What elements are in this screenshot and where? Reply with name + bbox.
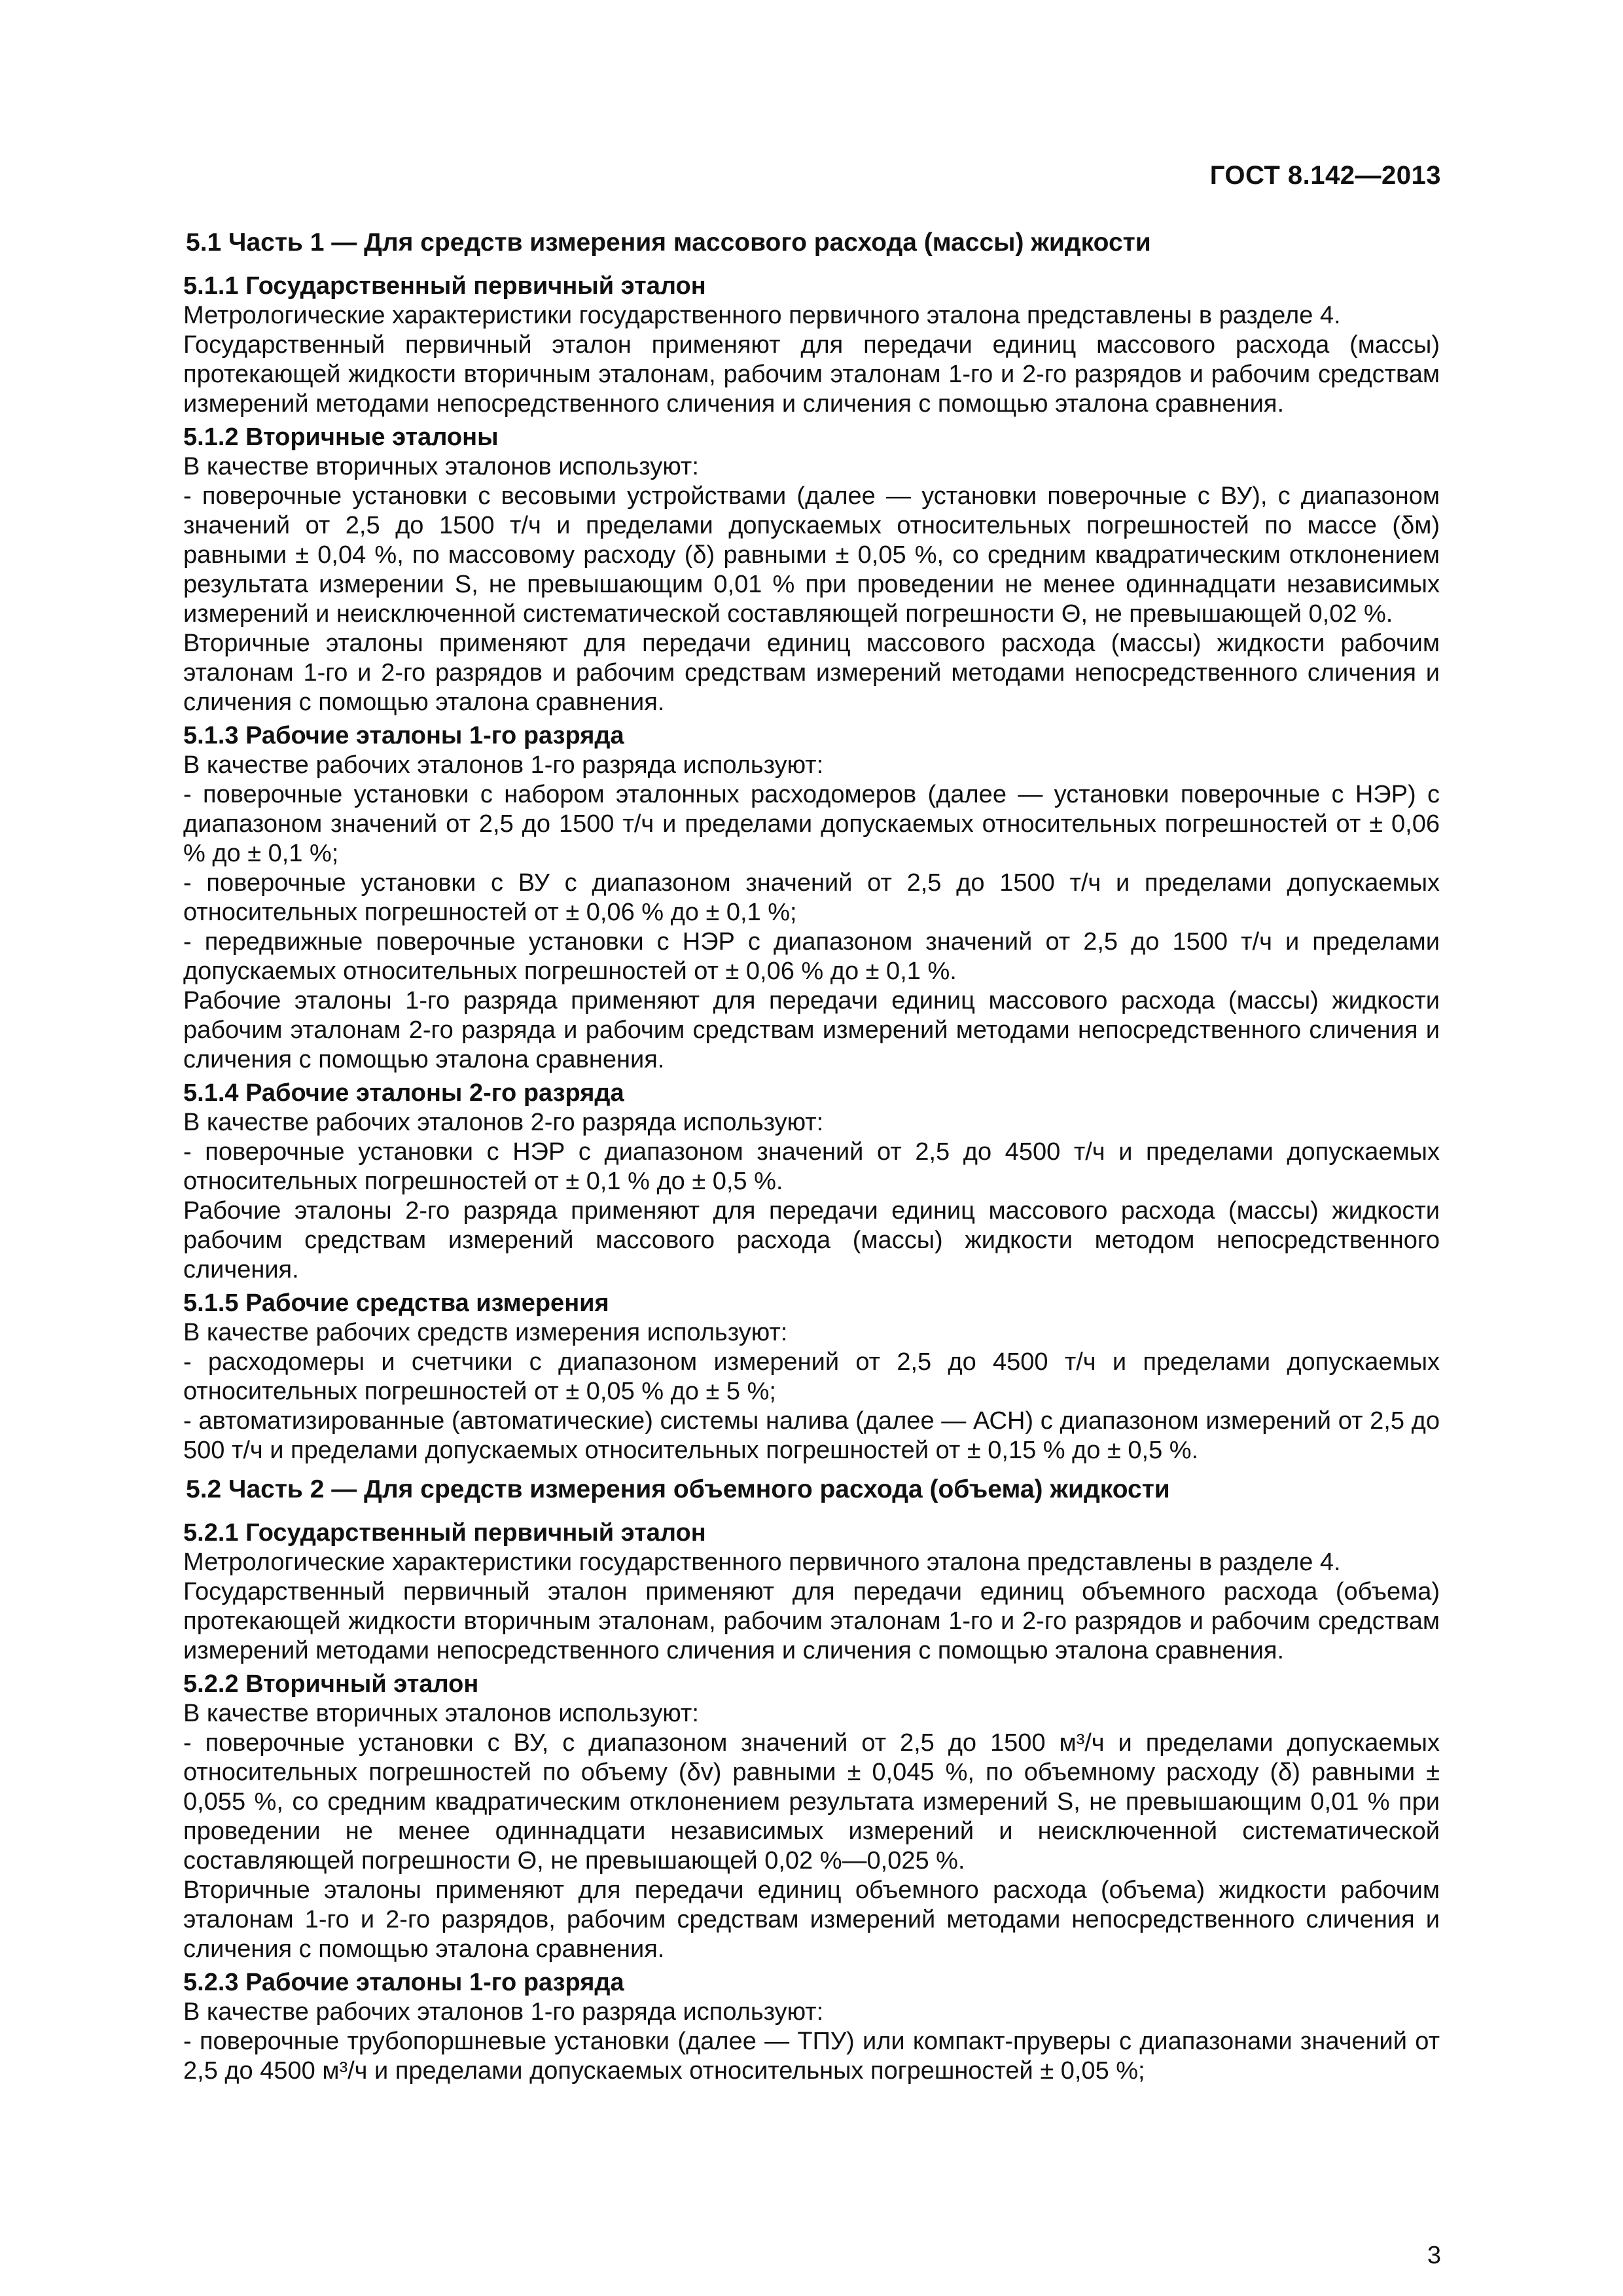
paragraph: В качестве рабочих эталонов 2-го разряда используют: — [183, 1109, 824, 1136]
paragraph: Вторичные эталоны применяют для передачи единиц объемного расхода (объема) жидкости рабочим эталонам 1-го и 2-го разрядов, рабочим средствам измерений методами непосредственного сличения и сличения с помощью эталона сравнения. — [183, 1876, 1440, 1963]
subsection-heading: 5.2.1 Государственный первичный эталон — [183, 1519, 706, 1547]
paragraph: Рабочие эталоны 1-го разряда применяют для передачи единиц массового расхода (массы) жидкости рабочим эталонам 2-го разряда и рабочим средствам измерений методами непосредственного сличения и сличения с помощью эталона сравнения. — [183, 987, 1440, 1073]
paragraph: Рабочие эталоны 2-го разряда применяют для передачи единиц массового расхода (массы) жидкости рабочим средствам измерений массового расхода (массы) жидкости методом непосредственного сличения. — [183, 1197, 1440, 1283]
paragraph: В качестве рабочих эталонов 1-го разряда используют: — [183, 1998, 824, 2026]
paragraph: Метрологические характеристики государственного первичного эталона представлены в разделе 4. — [183, 1549, 1341, 1576]
paragraph: Вторичные эталоны применяют для передачи единиц массового расхода (массы) жидкости рабочим эталонам 1-го и 2-го разрядов и рабочим средствам измерений методами непосредственного сличения и сличения с помощью эталона сравнения. — [183, 630, 1440, 716]
paragraph: В качестве вторичных эталонов используют: — [183, 453, 699, 480]
subsection-heading: 5.1.1 Государственный первичный эталон — [183, 272, 706, 300]
paragraph: В качестве вторичных эталонов используют: — [183, 1700, 699, 1727]
subsection-heading: 5.1.2 Вторичные эталоны — [183, 423, 499, 451]
page-number: 3 — [1427, 2242, 1441, 2269]
list-item: - автоматизированные (автоматические) системы налива (далее — АСН) с диапазоном измерений от 2,5 до 500 т/ч и пределами допускаемых относительных погрешностей от ± 0,15 % до ± 0,5 %. — [183, 1407, 1440, 1464]
paragraph: В качестве рабочих эталонов 1-го разряда используют: — [183, 751, 824, 779]
section-heading: 5.1 Часть 1 — Для средств измерения массового расхода (массы) жидкости — [186, 228, 1151, 257]
subsection-heading: 5.2.3 Рабочие эталоны 1-го разряда — [183, 1969, 624, 1996]
subsection-heading: 5.1.4 Рабочие эталоны 2-го разряда — [183, 1079, 624, 1107]
paragraph: Государственный первичный эталон применяют для передачи единиц объемного расхода (объема) протекающей жидкости вторичным эталонам, рабочим эталонам 1-го и 2-го разрядов и рабочим средствам измерений методами непосредственного сличения и сличения с помощью эталона сравнения. — [183, 1578, 1440, 1664]
list-item: - передвижные поверочные установки с НЭР с диапазоном значений от 2,5 до 1500 т/ч и пределами допускаемых относительных погрешностей от ± 0,06 % до ± 0,1 %. — [183, 928, 1440, 985]
list-item: - поверочные установки с НЭР с диапазоном значений от 2,5 до 4500 т/ч и пределами допускаемых относительных погрешностей от ± 0,1 % до ± 0,5 %. — [183, 1138, 1440, 1195]
list-item: - поверочные трубопоршневые установки (далее — ТПУ) или компакт-пруверы с диапазонами значений от 2,5 до 4500 м³/ч и пределами допускаемых относительных погрешностей ± 0,05 %; — [183, 2028, 1440, 2085]
paragraph: Государственный первичный эталон применяют для передачи единиц массового расхода (массы) протекающей жидкости вторичным эталонам, рабочим эталонам 1-го и 2-го разрядов и рабочим средствам измерений методами непосредственного сличения и сличения с помощью эталона сравнения. — [183, 331, 1440, 418]
list-item: - поверочные установки с весовыми устройствами (далее — установки поверочные с ВУ), с диапазоном значений от 2,5 до 1500 т/ч и пределами допускаемых относительных погрешностей по массе (δм) равными ± 0,04 %, по массовому расходу (δ) равными ± 0,05 %, со средним квадратическим отклонением результата измерении S, не превышающим 0,01 % при проведении не менее одиннадцати независимых измерений и неисключенной систематической составляющей погрешности Θ, не превышающей 0,02 %. — [183, 482, 1440, 628]
subsection-heading: 5.1.5 Рабочие средства измерения — [183, 1289, 609, 1317]
document-body — [183, 228, 1440, 2086]
list-item: - расходомеры и счетчики с диапазоном измерений от 2,5 до 4500 т/ч и пределами допускаемых относительных погрешностей от ± 0,05 % до ± 5 %; — [183, 1348, 1440, 1405]
list-item: - поверочные установки с набором эталонных расходомеров (далее — установки поверочные с НЭР) с диапазоном значений от 2,5 до 1500 т/ч и пределами допускаемых относительных погрешностей от ± 0,06 % до ± 0,1 %; — [183, 781, 1440, 867]
subsection-heading: 5.1.3 Рабочие эталоны 1-го разряда — [183, 722, 624, 749]
section-heading: 5.2 Часть 2 — Для средств измерения объемного расхода (объема) жидкости — [186, 1475, 1170, 1503]
subsection-heading: 5.2.2 Вторичный эталон — [183, 1670, 479, 1698]
paragraph: Метрологические характеристики государственного первичного эталона представлены в разделе 4. — [183, 302, 1341, 329]
standard-code: ГОСТ 8.142—2013 — [1209, 161, 1441, 190]
list-item: - поверочные установки с ВУ с диапазоном значений от 2,5 до 1500 т/ч и пределами допускаемых относительных погрешностей от ± 0,06 % до ± 0,1 %; — [183, 869, 1440, 926]
paragraph: В качестве рабочих средств измерения используют: — [183, 1319, 788, 1346]
list-item: - поверочные установки с ВУ, с диапазоном значений от 2,5 до 1500 м³/ч и пределами допускаемых относительных погрешностей по объему (δv) равными ± 0,045 %, по объемному расходу (δ) равными ± 0,055 %, со средним квадратическим отклонением результата измерений S, не превышающим 0,01 % при проведении не менее одиннадцати независимых измерений и неисключенной систематической составляющей погрешности Θ, не превышающей 0,02 %—0,025 %. — [183, 1729, 1440, 1874]
